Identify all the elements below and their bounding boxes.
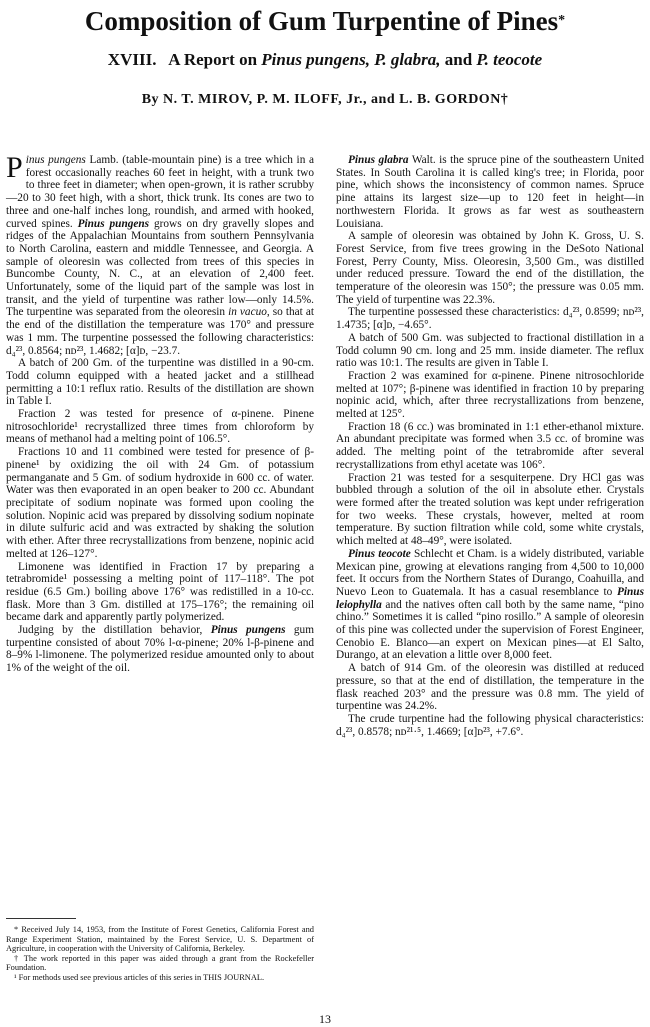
right-paragraph-7: Fraction 21 was tested for a sesquiterpene. Dry HCl gas was bubbled through a solution of the oil in absolute ether. Crystals were formed after the treated solution was kept under refrigeration for two weeks. These crystals, however, melted at room temperature. By suction filtration while cold, some white crystals, which melted at 48–49°, were isolated.	[336, 471, 644, 548]
right-paragraph-9: A batch of 914 Gm. of the oleoresin was distilled at reduced pressure, so that at the end of distillation, the temperature in the flask reached 203° and the pressure was 0.8 mm. The yield of turpentine was 24.2%.	[336, 662, 644, 713]
left-paragraph-2: A batch of 200 Gm. of the turpentine was distilled in a 90-cm. Todd column equipped with a heated jacket and a stillhead permitting a 10:1 reflux ratio. Results of the distillation are shown in Table I.	[6, 357, 314, 408]
left-paragraph-1	[6, 151, 315, 357]
subtitle-species-2: P. teocote	[476, 50, 543, 69]
authors-line: By N. T. MIROV, P. M. ILOFF, Jr., and L. B. GORDON†	[141, 92, 509, 107]
right-paragraph-8	[336, 548, 644, 662]
paragraph-text: Judging by the distillation behavior,	[18, 624, 211, 637]
drop-cap: P	[6, 151, 23, 184]
right-paragraph-10: The crude turpentine had the following physical characteristics: d₄²³, 0.8578; nᴅ²¹·⁵, 1.4669; [α]ᴅ²³, +7.6°.	[336, 712, 644, 738]
paragraph-text: grows on dry gravelly slopes and ridges of the Appalachian Mountains from southern Pennsylvania to North Carolina, eastern and middle Tennessee, and Georgia. A sample of oleoresin was collected from trees of this species in Buncombe County, N. C., at an elevation of 2,400 feet. Unfortunately, some of the liquid part of the sample was lost in transit, and the yield of turpentine was rather low—only 14.5%. The turpentine was separated from the oleoresin	[6, 217, 315, 319]
title-text: Composition of Gum Turpentine of Pines	[84, 6, 559, 36]
left-paragraph-4: Fractions 10 and 11 combined were tested for presence of β-pinene¹ by oxidizing the oil with 24 Gm. of potassium permanganate and 5 Gm. of sodium hydroxide in 600 cc. of water. Water was then evaporated in an open beaker to 200 cc. Abundant precipitate of sodium nopinate was formed upon cooling the solution. Nopinic acid was prepared by dissolving sodium nopinate in dilute sulfuric acid and was extracted by shaking the solution with ether. After three recrystallizations from benzene, nopinic acid melted at 126–127°.	[6, 446, 314, 560]
right-paragraph-1	[336, 154, 644, 230]
species-name: Pinus glabra	[348, 154, 409, 166]
right-paragraph-6: Fraction 18 (6 cc.) was brominated in 1:1 ether-ethanol mixture. An abundant precipitate was formed when 3.5 cc. of bromine was added. The melting point of the tetrabromide after several recrystallizations from ethyl acetate was 106°.	[336, 420, 644, 471]
right-column	[336, 154, 644, 738]
footnote-rule	[6, 918, 76, 919]
footnotes	[6, 918, 314, 983]
title-footnote-mark: *	[558, 13, 566, 28]
paragraph-text: Walt. is the spruce pine of the southeastern United States. In South Carolina it is called king's tree; in Florida, poor pine, which shows the inconsistency of common names. Spruce pine attains its largest size—up to 120 feet in height—in northwestern Florida. It grows as far west as southeastern Louisiana.	[336, 154, 644, 230]
left-paragraph-3: Fraction 2 was tested for presence of α-pinene. Pinene nitrosochloride¹ recrystallized three times from chloroform by means of methanol had a melting point of 106.5°.	[6, 408, 314, 446]
footnote-1: * Received July 14, 1953, from the Institute of Forest Genetics, California Forest and Range Experiment Station, maintained by the Forest Service, U. S. Department of Agriculture, in cooperation with the University of California, Berkeley.	[6, 925, 314, 954]
right-paragraph-3: The turpentine possessed these characteristics: d₄²³, 0.8599; nᴅ²³, 1.4735; [α]ᴅ, −4.65°.	[336, 306, 644, 332]
subtitle-prefix: XVIII. A Report on	[107, 50, 262, 69]
page-number: 13	[319, 1012, 331, 1026]
subtitle	[0, 50, 650, 70]
paragraph-text: and the natives often call both by the same name, “pino chino.” Sometimes it is called “pino rosillo.” A sample of oleoresin of this pine was collected under the supervision of Forest Engineer, Cenobio E. Blanco—an expert on Mexican pines—at El Salto, Durango, at an elevation a little over 8,000 feet.	[336, 598, 644, 662]
species-name: Pinus pungens	[210, 624, 286, 637]
species-name: Pinus leiophylla	[336, 585, 644, 611]
right-paragraph-5: Fraction 2 was examined for α-pinene. Pinene nitrosochloride melted at 107°; β-pinene was identified in fraction 10 by preparing nopinic acid, which, after three recrystallizations from benzene, melted at 125°.	[336, 369, 644, 421]
paragraph-text: Lamb. (table-mountain pine) is a tree which in a forest occasionally reaches 60 feet in height, with a trunk two to three feet in diameter; when open-grown, it is rather scrubby—20 to 30 feet high, with a short, thick trunk. Its cones are two to three and one-half inches long, roundish, and armed with hooked, curved spines.	[6, 154, 314, 230]
right-paragraph-4: A batch of 500 Gm. was subjected to fractional distillation in a Todd column 90 cm. long and 25 mm. inside diameter. The reflux ratio was 10:1. The results are given in Table I.	[336, 331, 644, 370]
species-name: inus pungens	[25, 154, 86, 166]
species-name: Pinus teocote	[348, 547, 411, 560]
subtitle-and: and	[440, 50, 477, 69]
subtitle-species-1: Pinus pungens, P. glabra,	[261, 50, 441, 69]
page-title	[0, 6, 650, 36]
right-paragraph-2: A sample of oleoresin was obtained by John K. Gross, U. S. Forest Service, from five trees growing in the DeSoto National Forest, Perry County, Miss. Oleoresin, 3,500 Gm., was distilled under reduced pressure. Toward the end of the distillation, the temperature of the oleoresin was 150°; the pressure was 0.05 mm. The yield of turpentine was 22.3%.	[336, 230, 644, 306]
left-paragraph-5: Limonene was identified in Fraction 17 by preparing a tetrabromide¹ possessing a melting point of 117–118°. The pot residue (6.5 Gm.) boiling above 176° was redistilled in a 10-cc. flask. More than 3 Gm. distilled at 175–176°; the remaining oil became dark and apparently partly polymerized.	[6, 560, 314, 624]
paragraph-text: Schlecht et Cham. is a widely distributed, variable Mexican pine, growing at elevations ranging from 4,500 to 10,000 feet. It occurs from the Northern States of Durango, Coahuilla, and Nuevo Leon to Guatemala. It has a casual resemblance to	[336, 547, 644, 598]
left-paragraph-6	[6, 624, 314, 675]
left-column	[6, 151, 315, 675]
italic-term: in vacuo	[228, 306, 267, 319]
paragraph-text: , so that at the end of the distillation the temperature was 170° and pressure was 1 mm. The turpentine possessed the following characteristics: d₄²³, 0.8564; nᴅ²³, 1.4682; [α]ᴅ, −23.7.	[6, 306, 314, 357]
footnote-2: † The work reported in this paper was aided through a grant from the Rockefeller Foundation.	[6, 953, 314, 973]
species-name: Pinus pungens	[77, 217, 150, 230]
footnote-3: ¹ For methods used see previous articles of this series in THIS JOURNAL.	[14, 972, 265, 982]
paragraph-text: gum turpentine consisted of about 70% l-α-pinene; 20% l-β-pinene and 8–9% l-limonene. The polymerized residue amounted only to about 1% of the weight of the oil.	[6, 624, 314, 675]
